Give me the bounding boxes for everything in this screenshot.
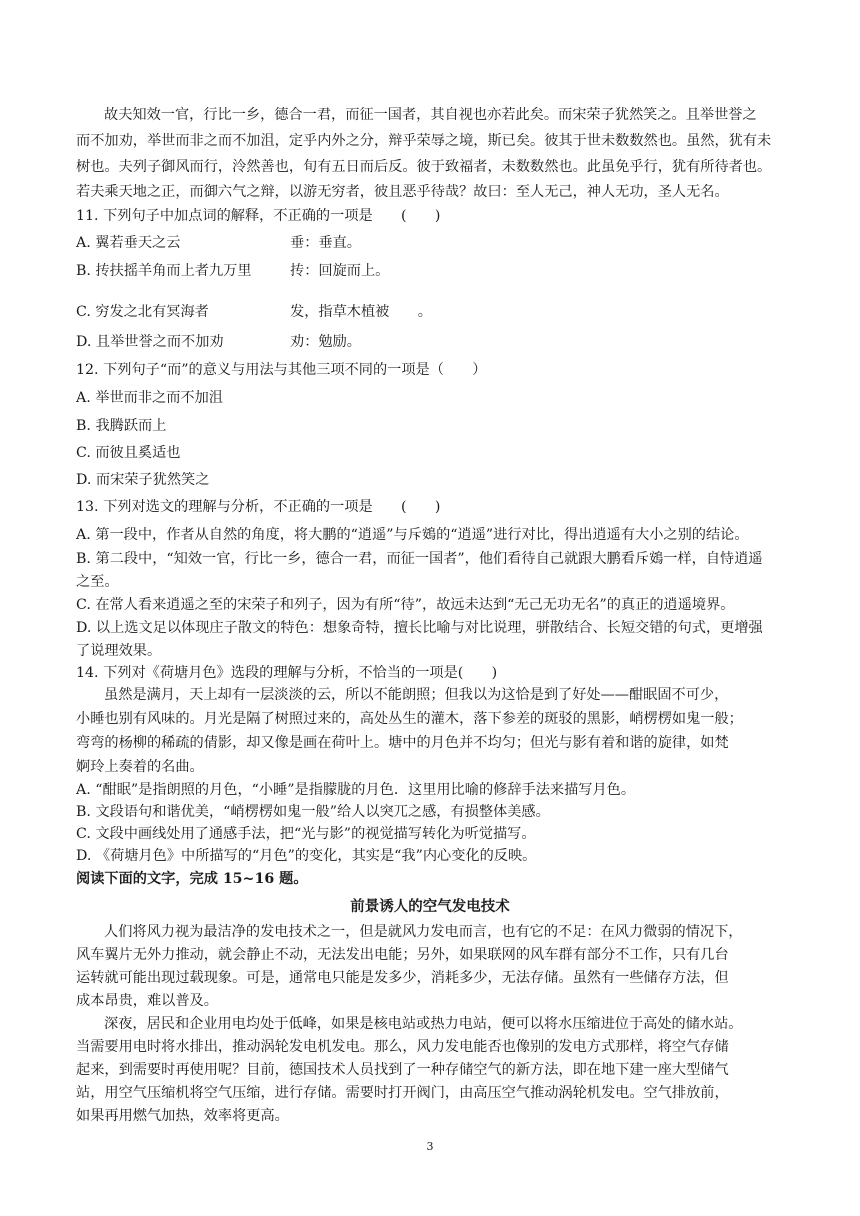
article-line: 当需要用电时将水排出，推动涡轮发电机发电。那么，风力发电能否也像别的发电方式那样，将空气存储 — [76, 1039, 729, 1055]
q14-excerpt-line: 虽然是满月，天上却有一层淡淡的云，所以不能朗照；但我以为这恰是到了好处——酣眠固不可少， — [104, 687, 729, 703]
q14-option-a: A. “酣眠”是指朗照的月色，“小睡”是指朦胧的月色．这里用比喻的修辞手法来描写月色。 — [76, 782, 636, 798]
question-12-stem: 12. 下列句子“而”的意义与用法与其他三项不同的一项是（ ） — [76, 362, 487, 378]
article-line: 如果再用燃气加热，效率将更高。 — [76, 1108, 289, 1124]
q14-option-c: C. 文段中画线处用了通感手法，把“光与影”的视觉描写转化为听觉描写。 — [76, 826, 536, 842]
q14-excerpt-line: 小睡也别有风味的。月光是隔了树照过来的，高处丛生的灌木，落下参差的斑驳的黑影，峭楞楞如鬼一般； — [76, 711, 743, 727]
q13-line: A. 第一段中，作者从自然的角度，将大鹏的“逍遥”与斥鴳的“逍遥”进行对比，得出逍遥有大小之别的结论。 — [76, 527, 749, 543]
reading-instruction: 阅读下面的文字，完成 15~16 题。 — [76, 871, 308, 887]
question-11-stem: 11. 下列句子中加点词的解释，不正确的一项是 ( ) — [76, 208, 441, 224]
q13-line: 之至。 — [76, 574, 119, 590]
passage-line: 而不加劝，举世而非之而不加沮，定乎内外之分，辩乎荣辱之境，斯已矣。彼其于世未数数然也。虽然，犹有未 — [76, 133, 772, 149]
q14-option-d: D. 《荷塘月色》中所描写的“月色”的变化，其实是“我”内心变化的反映。 — [76, 848, 537, 864]
article-line: 成本昂贵，难以普及。 — [76, 993, 218, 1009]
article-line: 深夜，居民和企业用电均处于低峰，如果是核电站或热力电站，便可以将水压缩进位于高处的储水站。 — [104, 1016, 743, 1032]
q13-line: C. 在常人看来逍遥之至的宋荣子和列子，因为有所“待”，故远未达到“无己无功无名”的真正的逍遥境界。 — [76, 597, 735, 613]
article-title: 前景诱人的空气发电技术 — [350, 898, 510, 915]
q11-option-d-gloss: 劝：勉励。 — [290, 334, 361, 350]
q14-option-b: B. 文段语句和谐优美，“峭楞楞如鬼一般”给人以突兀之感，有损整体美感。 — [76, 804, 550, 820]
q12-option-c: C. 而彼且奚适也 — [76, 445, 181, 461]
article-line: 人们将风力视为最洁净的发电技术之一，但是就风力发电而言，也有它的不足：在风力微弱的情况下， — [104, 924, 743, 940]
passage-line: 故夫知效一官，行比一乡，德合一君，而征一国者，其自视也亦若此矣。而宋荣子犹然笑之。且举世誉之 — [104, 107, 757, 123]
article-line: 运转就可能出现过载现象。可是，通常电只能是发多少，消耗多少，无法存储。虽然有一些储存方法，但 — [76, 970, 729, 986]
q14-excerpt-line: 弯弯的杨柳的稀疏的倩影，却又像是画在荷叶上。塘中的月色并不均匀；但光与影有着和谐的旋律，如梵 — [76, 735, 729, 751]
q12-option-b: B. 我腾跃而上 — [76, 418, 167, 434]
q11-option-a: A. 翼若垂天之云 — [76, 235, 181, 251]
q11-option-d: D. 且举世誉之而不加劝 — [76, 334, 224, 350]
page-number: 3 — [426, 1140, 434, 1153]
q12-option-a: A. 举世而非之而不加沮 — [76, 390, 223, 406]
article-line: 起来，到需要时再使用呢？目前，德国技术人员找到了一种存储空气的新方法，即在地下建一座大型储气 — [76, 1062, 729, 1078]
q12-option-d: D. 而宋荣子犹然笑之 — [76, 472, 210, 488]
question-14-stem: 14. 下列对《荷塘月色》选段的理解与分析，不恰当的一项是( ) — [76, 665, 498, 681]
article-line: 站，用空气压缩机将空气压缩，进行存储。需要时打开阀门，由高压空气推动涡轮机发电。空气排放前， — [76, 1085, 729, 1101]
q14-excerpt-line: 婀玲上奏着的名曲。 — [76, 759, 204, 775]
q13-line: B. 第二段中，“知效一官，行比一乡，德合一君，而征一国者”，他们看待自己就跟大鹏看斥鴳一样，自恃逍遥 — [76, 551, 763, 567]
q13-line: D. 以上选文足以体现庄子散文的特色：想象奇特，擅长比喻与对比说理，骈散结合、长短交错的句式，更增强 — [76, 620, 763, 636]
q11-option-b-gloss: 抟：回旋而上。 — [290, 263, 390, 279]
q11-option-c: C. 穷发之北有冥海者 — [76, 304, 209, 320]
question-13-stem: 13. 下列对选文的理解与分析，不正确的一项是 ( ) — [76, 499, 441, 515]
article-line: 风车翼片无外力推动，就会静止不动，无法发出电能；另外，如果联网的风车群有部分不工作，只有几台 — [76, 947, 729, 963]
q11-option-b: B. 抟扶摇羊角而上者九万里 — [76, 263, 252, 279]
q11-option-c-gloss: 发，指草木植被 。 — [290, 304, 432, 320]
passage-line: 树也。夫列子御风而行，泠然善也，旬有五日而后反。彼于致福者，未数数然也。此虽免乎行，犹有所待者也。 — [76, 159, 772, 175]
passage-line: 若夫乘天地之正，而御六气之辩，以游无穷者，彼且恶乎待哉？故曰：至人无己，神人无功，圣人无名。 — [76, 184, 729, 200]
q13-line: 了说理效果。 — [76, 643, 162, 659]
q11-option-a-gloss: 垂：垂直。 — [290, 235, 361, 251]
